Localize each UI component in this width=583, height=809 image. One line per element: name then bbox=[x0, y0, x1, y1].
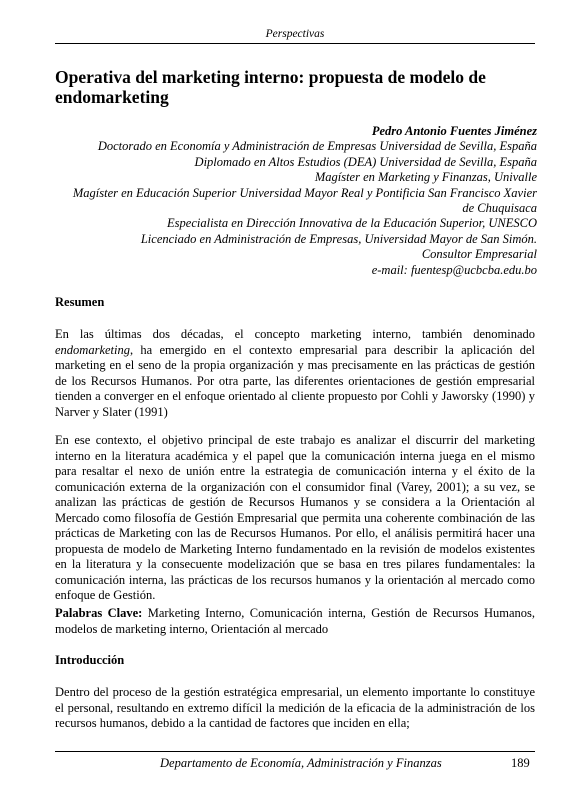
author-name: Pedro Antonio Fuentes Jiménez bbox=[371, 124, 537, 138]
keywords-paragraph bbox=[55, 606, 535, 637]
page-number: 189 bbox=[511, 756, 530, 770]
keywords-text: Marketing Interno, Comunicación interna, Gestión de Recursos Humanos, modelos de marketing interno, Orientación al mercado bbox=[55, 606, 535, 636]
introduction-heading: Introducción bbox=[55, 653, 125, 667]
abstract-text: , ha emergido en el contexto empresarial para describir la aplicación del marketing en el seno de la propia organización y mas precisamente en las prácticas de gestión de los Recursos Humanos. Por otra parte, las diferentes orientaciones de gestión empresarial tienden a converger en el enfoque orientado al cliente propuesto por Cohli y Jaworsky (1990) y Narver y Slater (1991) bbox=[55, 342, 535, 419]
running-header: Perspectivas bbox=[265, 28, 325, 40]
introduction-paragraph-1: Dentro del proceso de la gestión estratégica empresarial, un elemento importante lo constituye el personal, resultando en extremo difícil la medición de la eficacia de la administración de los recursos humanos, debido a la cantidad de factores que inciden en ella; bbox=[55, 685, 535, 730]
author-credential: Magíster en Educación Superior Universidad Mayor Real y Pontificia San Francisco Xavier bbox=[72, 185, 537, 200]
author-credential: Licenciado en Administración de Empresas, Universidad Mayor de San Simón. bbox=[140, 231, 537, 246]
abstract-text: En las últimas dos décadas, el concepto marketing interno, también denominado bbox=[55, 327, 535, 341]
author-credential: Magíster en Marketing y Finanzas, Univalle bbox=[314, 170, 537, 185]
author-credential: Diplomado en Altos Estudios (DEA) Universidad de Sevilla, España bbox=[194, 154, 537, 169]
abstract-paragraph-2: En ese contexto, el objetivo principal de este trabajo es analizar el discurrir del marketing interno en la literatura académica y el papel que la comunicación interna juega en el mismo para resaltar el nexo de unión entre la estrategia de comunicación interna y el éxito de la comunicación externa de la organización con el consumidor final (Varey, 2001); a su vez, se analizan las prácticas de gestión de Recursos Humanos y se considera a la Orientación al Mercado como filosofía de Gestión Empresarial que permita una coherente combinación de las prácticas de Marketing con las de Recursos Humanos. Por ello, el análisis permitirá hacer una propuesta de modelo de Marketing Interno fundamentado en la revisión de modelos existentes en la literatura y la consecuente modelización que se basa en tres pilares fundamentales: la comunicación interna, las prácticas de los recursos humanos y la orientación al mercado como enfoque de Gestión. bbox=[55, 433, 535, 602]
abstract-heading: Resumen bbox=[55, 295, 105, 309]
author-block bbox=[37, 124, 537, 278]
article-title: Operativa del marketing interno: propuesta de modelo de endomarketing bbox=[55, 67, 486, 107]
author-credential: Doctorado en Economía y Administración de Empresas Universidad de Sevilla, España bbox=[97, 139, 537, 154]
abstract-emphasis: endomarketing bbox=[55, 342, 130, 357]
keywords-label: Palabras Clave: bbox=[55, 606, 143, 620]
header-divider bbox=[55, 43, 535, 44]
author-credential: de Chuquisaca bbox=[462, 201, 537, 216]
author-email: e-mail: fuentesp@ucbcba.edu.bo bbox=[371, 262, 537, 277]
footer-divider bbox=[55, 751, 535, 752]
abstract-paragraph-1 bbox=[55, 327, 535, 420]
author-credential: Consultor Empresarial bbox=[421, 247, 537, 262]
footer-department: Departamento de Economía, Administración y Finanzas bbox=[160, 756, 442, 770]
author-credential: Especialista en Dirección Innovativa de la Educación Superior, UNESCO bbox=[167, 216, 537, 231]
